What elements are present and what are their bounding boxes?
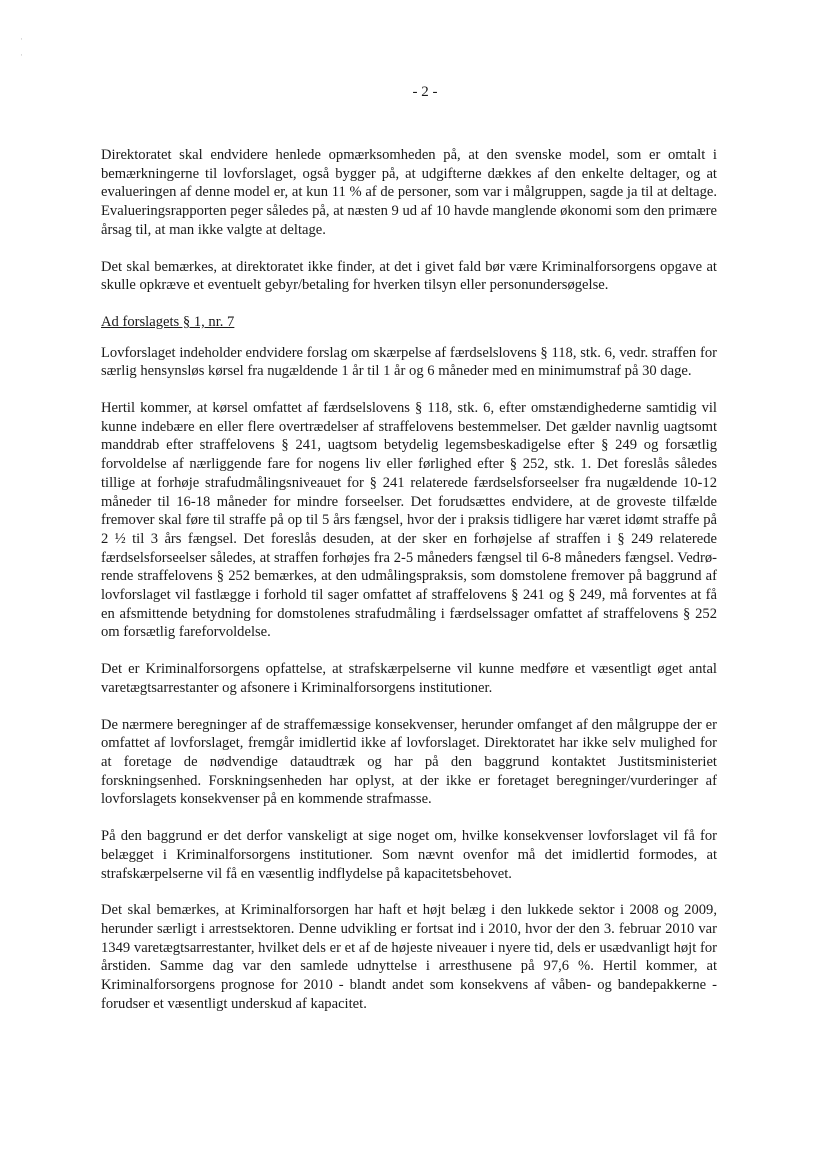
body-text (101, 146, 717, 1031)
paragraph-opfattelse: Det er Kriminalforsorgens opfattelse, at strafskærpelserne vil kunne medføre et væsentligt øget antal varetægtsarrestanter og afsonere i Kriminalforsorgens institutioner. (101, 661, 717, 696)
scan-speck: · (20, 50, 23, 60)
paragraph-beregninger: De nærmere beregninger af de straffemæssige konsekvenser, herunder omfanget af den målgruppe der er omfattet af lovforslaget, fremgår imidlertid ikke af lovforslaget. Direktoratet har ikke selv mulighed for at foretage de nødvendige dataudtræk og har på den baggrund kontaktet Justitsministeriet forskningsenhed. Forskningsenheden har oplyst, at der ikke er foretaget beregninger/vurderinger af lovforslagets konsekvenser på en kommende strafmasse. (101, 716, 717, 808)
paragraph-svenske-model: Direktoratet skal endvidere henlede opmærksomheden på, at den svenske model, som er omtalt i bemærkningerne til lovforslaget, også bygger på, at udgifterne dækkes af den enkelte deltager, og at evalueringen af denne model er, at kun 11 % af de personer, som var i målgruppen, sagde ja til at deltage. Evalueringsrapporten peger således på, at næsten 9 ud af 10 havde manglende økonomi som den primære årsag til, at man ikke valgte at deltage. (101, 147, 718, 238)
paragraph-konsekvenser: På den baggrund er det derfor vanskeligt at sige noget om, hvilke konsekvenser lovforslaget vil få for belægget i Kriminalforsorgens institutioner. Som nævnt ovenfor må det imidlertid formodes, at strafskærpelserne vil få en væsentlig indflydelse på kapacitetsbehovet. (101, 828, 717, 882)
page-number: - 2 - (412, 84, 438, 100)
paragraph-skaerpelse: Lovforslaget indeholder endvidere forslag om skærpelse af færdselslovens § 118, stk. 6, vedr. straffen for særlig hensynsløs kørsel fra nugældende 1 år til 1 år og 6 måneder med en minimumstraf på 30 dage. (101, 344, 717, 380)
paragraph-straffeloven: Hertil kommer, at kørsel omfattet af færdselslovens § 118, stk. 6, efter omstændighederne samtidig vil kunne indebære en eller flere overtrædelser af straffelovens bestemmelser. Det gælder navnlig uagtsomt manddrab efter straffelovens § 241, uagtsom betydelig legemsbeskadigelse efter § 249 og forsætlig forvoldelse af nærliggende fare for nogens liv eller førlighed efter § 252, stk. 1. Det foreslås således tillige at forhøje strafudmålingsniveauet for § 241 relaterede færdselsforseelser fra nugældende 10-12 måneder til 16-18 måneder for mindre forseelser. Det forudsættes endvidere, at de groveste tilfælde fremover skal føre til straffe på op til 5 års fængsel, hvor der i praksis tidligere har været idømt straffe på 2 ½ til 3 års fængsel. Det foreslås desuden, at der sker en forhøjelse af straffen i § 249 relaterede færdselsforseelser således, at straffen forhøjes fra 2-5 måneders fængsel til 6-8 måneders fængsel. Vedrørende straffelovens § 252 bemærkes, at den udmålingspraksis, som domstolene fremover på baggrund af lovforslaget vil fastlægge i forhold til sager omfattet af straffelovens § 241 og § 249, må forventes at få en afsmittende betydning for domstolenes strafudmåling i færdselssager omfattet af straffelovens § 252 om forsætlig fareforvoldelse. (101, 400, 717, 641)
section-heading: Ad forslagets § 1, nr. 7 (101, 313, 235, 330)
paragraph-belaeg: Det skal bemærkes, at Kriminalforsorgen har haft et højt belæg i den lukkede sektor i 2008 og 2009, herunder særligt i arrestsektoren. Denne udvikling er fortsat ind i 2010, hvor der den 3. februar 2010 var 1349 varetægtsarrestanter, hvilket dels er et af de højeste niveauer i nyere tid, dels er usædvanligt højt for årstiden. Samme dag var den samlede udnyttelse i arresthusene på 97,6 %. Hertil kommer, at Kriminalforsorgens prognose for 2010 - blandt andet som konsekvens af våben- og bandepakkerne - forudser et væsentligt underskud af kapacitet. (101, 902, 717, 1012)
scan-speck: · (20, 34, 23, 44)
paragraph-gebyr-betaling: Det skal bemærkes, at direktoratet ikke finder, at det i givet fald bør være Kriminalforsorgens opgave at skulle opkræve et eventuelt gebyr/betaling for hverken tilsyn eller personundersøgelse. (101, 258, 717, 294)
